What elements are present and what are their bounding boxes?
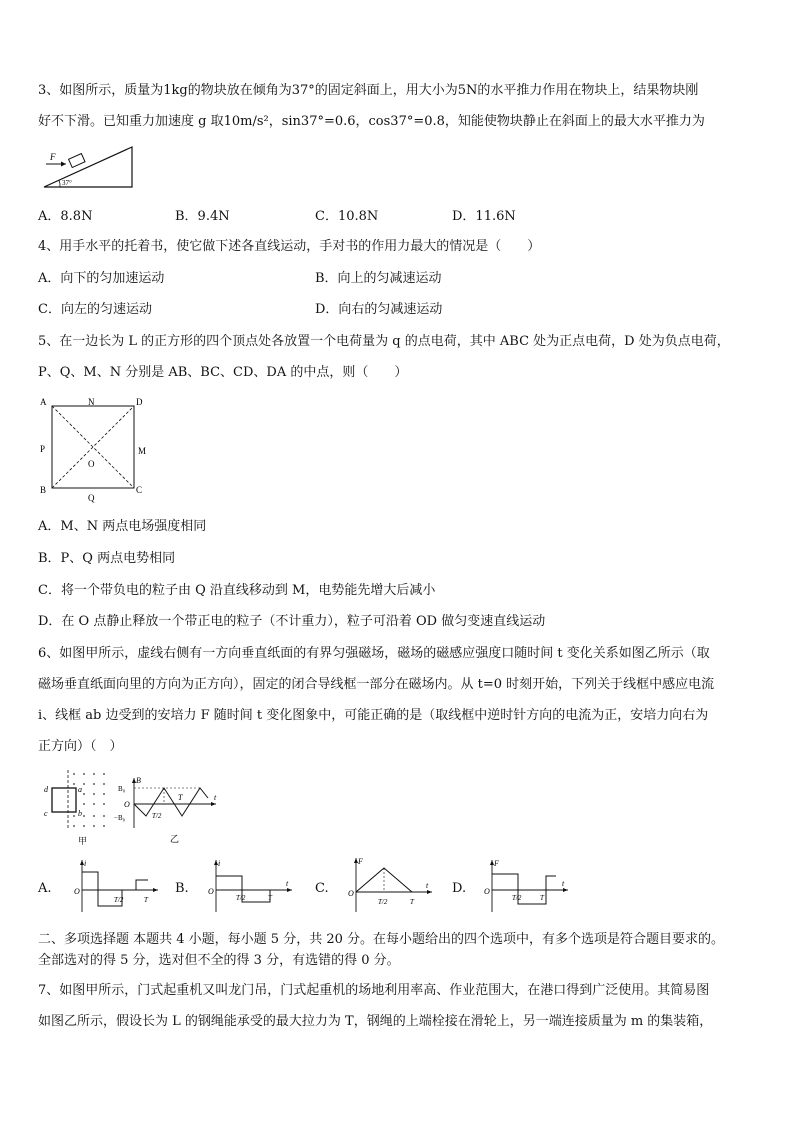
label-d: D — [136, 397, 143, 407]
q6-option-c-label: C. — [315, 881, 329, 896]
svg-text:d: d — [44, 785, 48, 794]
svg-text:T/2: T/2 — [236, 894, 246, 902]
svg-text:b: b — [78, 809, 82, 818]
label-o: O — [88, 459, 95, 469]
svg-text:T/2: T/2 — [512, 894, 522, 902]
label-b: B — [40, 485, 47, 495]
option-d-f-t-graph — [474, 858, 572, 914]
force-label: F — [50, 152, 56, 162]
svg-text:O: O — [124, 800, 130, 809]
q7-line1: 7、如图甲所示，门式起重机又叫龙门吊，门式起重机的场地利用率高、作业范围大，在港口得到广泛使用。其简易图 — [38, 983, 710, 998]
q6-line2: 磁场垂直纸面向里的方向为正方向），固定的闭合导线框一部分在磁场内。从 t=0 时刻开始，下列关于线框中感应电流 — [38, 677, 715, 692]
svg-text:B₀: B₀ — [118, 785, 126, 793]
label-m: M — [138, 446, 147, 456]
svg-text:i: i — [218, 859, 221, 868]
svg-text:O: O — [208, 887, 214, 896]
label-p: P — [40, 444, 46, 454]
svg-text:T: T — [178, 793, 183, 802]
svg-text:T/2: T/2 — [152, 812, 162, 820]
svg-text:T: T — [268, 894, 272, 902]
q5-line1: 5、在一边长为 L 的正方形的四个顶点处各放置一个电荷量为 q 的点电荷，其中 ABC 处为正点电荷，D 处为负点电荷， — [38, 334, 730, 349]
svg-text:c: c — [44, 809, 48, 818]
q3-option-c: C．10.8N — [315, 209, 379, 224]
q5-option-b: B．P、Q 两点电势相同 — [38, 551, 176, 566]
incline-triangle — [44, 147, 132, 187]
incline-figure — [40, 142, 136, 190]
figure-yi-b-t-graph — [112, 776, 224, 848]
q6-line1: 6、如图甲所示，虚线右侧有一方向垂直纸面的有界匀强磁场，磁场的磁感应强度口随时间 t 变化关系如图乙所示（取 — [38, 646, 710, 661]
svg-text:t: t — [214, 793, 217, 802]
figure-jia — [40, 768, 120, 846]
option-a-i-t-graph — [64, 858, 162, 914]
q5-option-a: A．M、N 两点电场强度相同 — [38, 519, 207, 534]
q4-option-b: B．向上的匀减速运动 — [315, 271, 442, 286]
svg-text:F: F — [494, 859, 499, 868]
q4-stem: 4、用手水平的托着书，使它做下述各直线运动，手对书的作用力最大的情况是（ ） — [38, 239, 541, 254]
q6-option-a-label: A. — [38, 881, 52, 896]
q3-option-b: B．9.4N — [175, 209, 230, 224]
svg-text:T: T — [410, 898, 414, 906]
svg-text:T: T — [144, 896, 148, 904]
q6-option-d-label: D. — [452, 881, 467, 896]
option-c-f-t-graph — [338, 856, 436, 914]
label-a: A — [40, 397, 47, 407]
q5-option-d: D．在 O 点静止释放一个带正电的粒子（不计重力），粒子可沿着 OD 做匀变速直线运动 — [38, 614, 546, 629]
q4-option-a: A．向下的匀加速运动 — [38, 271, 165, 286]
q4-option-d: D．向右的匀减速运动 — [315, 302, 443, 317]
q3-option-d: D．11.6N — [452, 209, 516, 224]
q7-line2: 如图乙所示，假设长为 L 的钢绳能承受的最大拉力为 T，钢绳的上端栓接在滑轮上，另一端连接质量为 m 的集装箱， — [38, 1014, 713, 1029]
svg-text:t: t — [562, 879, 565, 888]
q3-option-a: A．8.8N — [38, 209, 93, 224]
svg-text:O: O — [74, 887, 80, 896]
q6-line4: 正方向）（ ） — [38, 739, 123, 754]
q5-option-c: C．将一个带负电的粒子由 Q 沿直线移动到 M，电势能先增大后减小 — [38, 583, 436, 598]
q5-line2: P、Q、M、N 分别是 AB、BC、CD、DA 的中点，则（ ） — [38, 365, 408, 380]
svg-text:T: T — [540, 894, 544, 902]
svg-text:F: F — [358, 857, 363, 866]
svg-text:B: B — [136, 776, 141, 785]
square-charges-figure — [38, 394, 150, 504]
label-q: Q — [88, 493, 95, 503]
svg-text:T/2: T/2 — [378, 898, 388, 906]
q3-line1: 3、如图所示，质量为1kg的物块放在倾角为37°的固定斜面上，用大小为5N的水平推力作用在物块上，结果物块刚 — [38, 83, 699, 98]
q4-option-c: C．向左的匀速运动 — [38, 302, 152, 317]
q3-line2: 好不下滑。已知重力加速度 g 取10m/s²，sin37°=0.6，cos37°=0.8，知能使物块静止在斜面上的最大水平推力为 — [38, 114, 705, 129]
svg-text:t: t — [286, 879, 289, 888]
block — [69, 154, 85, 168]
section2-line2: 全部选对的得 5 分，选对但不全的得 3 分，有选错的得 0 分。 — [38, 953, 400, 968]
q6-option-b-label: B. — [175, 881, 189, 896]
fig-yi-caption: 乙 — [170, 834, 180, 844]
wire-frame — [52, 788, 76, 812]
svg-text:O: O — [484, 887, 490, 896]
svg-text:a: a — [78, 785, 82, 794]
fig-jia-caption: 甲 — [78, 836, 88, 846]
option-b-i-t-graph — [198, 858, 296, 914]
svg-text:i: i — [84, 859, 87, 868]
q6-line3: i、线框 ab 边受到的安培力 F 随时间 t 变化图象中，可能正确的是（取线框中逆时针方向的电流为正，安培力向右为 — [38, 708, 709, 723]
svg-text:T/2: T/2 — [114, 896, 124, 904]
svg-text:−B₀: −B₀ — [114, 814, 126, 822]
angle-label: 37° — [62, 179, 72, 187]
svg-text:t: t — [426, 881, 429, 890]
svg-text:O: O — [348, 889, 354, 898]
section2-line1: 二、多项选择题 本题共 4 小题，每小题 5 分，共 20 分。在每小题给出的四个选项中，有多个选项是符合题目要求的。 — [38, 932, 725, 947]
label-n: N — [88, 397, 95, 407]
label-c: C — [136, 485, 143, 495]
